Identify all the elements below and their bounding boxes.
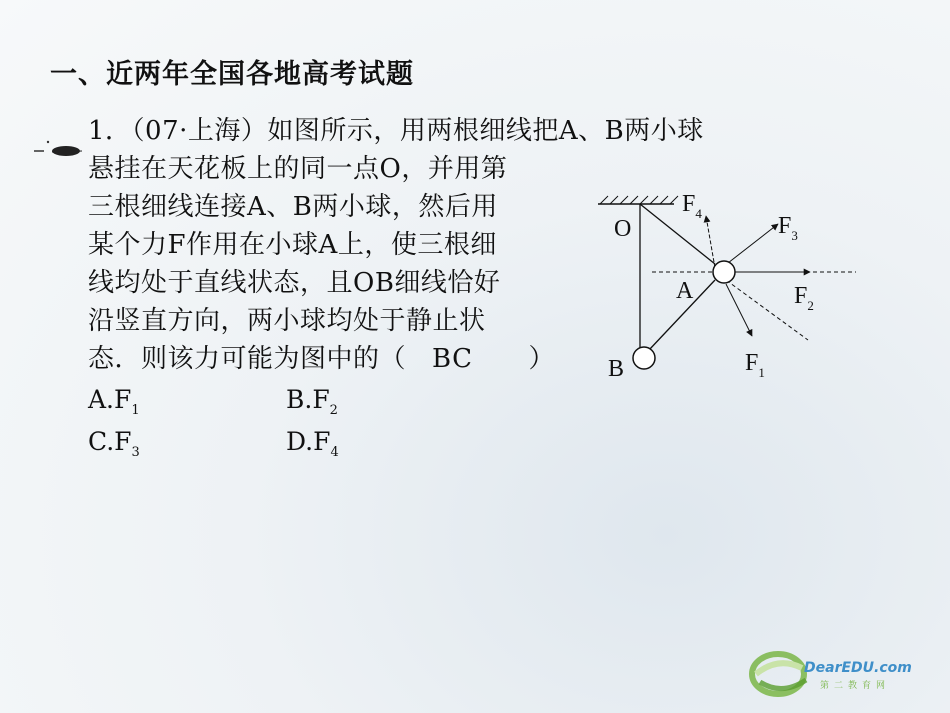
option-label: C.F [88,427,132,456]
question-line: 线均处于直线状态，且OB细线恰好 [88,268,501,298]
label-b: B [608,356,625,382]
label-f4: $F_4$ [682,191,702,221]
logo-tagline: 第二教育网 [820,681,891,691]
label-f3: $F_3$ [778,213,798,243]
ink-mark-icon [32,138,84,160]
ceiling [598,196,678,204]
option-subscript: 4 [330,445,339,460]
option-subscript: 1 [131,403,140,418]
option-label: B.F [286,385,330,414]
question-line-suffix: ） [528,344,556,374]
question-line: 1．（07·上海）如图所示，用两根细线把A、B两小球 [88,116,704,146]
section-heading: 一、近两年全国各地高考试题 [50,59,414,90]
site-logo [748,638,918,700]
question-line: 悬挂在天花板上的同一点O，并用第 [88,154,508,184]
string-oa [640,204,715,264]
force-f3-arrow [728,224,778,263]
question-line: 沿竖直方向，两小球均处于静止状 [88,306,486,336]
label-o: O [614,216,632,242]
label-a: A [676,278,694,304]
option-subscript: 2 [329,403,338,418]
option-d [286,422,339,473]
question-line: 三根细线连接A、B两小球，然后用 [88,192,498,222]
question-line-prefix: 态．则该力可能为图中的（ [88,344,407,374]
question-line: 某个力F作用在小球A上，使三根细 [88,230,497,260]
label-f2: $F_2$ [794,283,814,313]
option-c [88,422,140,473]
option-subscript: 3 [131,445,140,460]
label-f1: $F_1$ [745,350,765,380]
answer-text: BC [432,344,473,374]
option-label: A.F [88,385,132,414]
logo-brand: DearEDU.com [804,660,912,676]
force-diagram [590,180,870,390]
ball-a [713,261,735,283]
option-label: D.F [286,427,331,456]
ball-b [633,347,655,369]
force-f1-arrow [726,284,752,336]
